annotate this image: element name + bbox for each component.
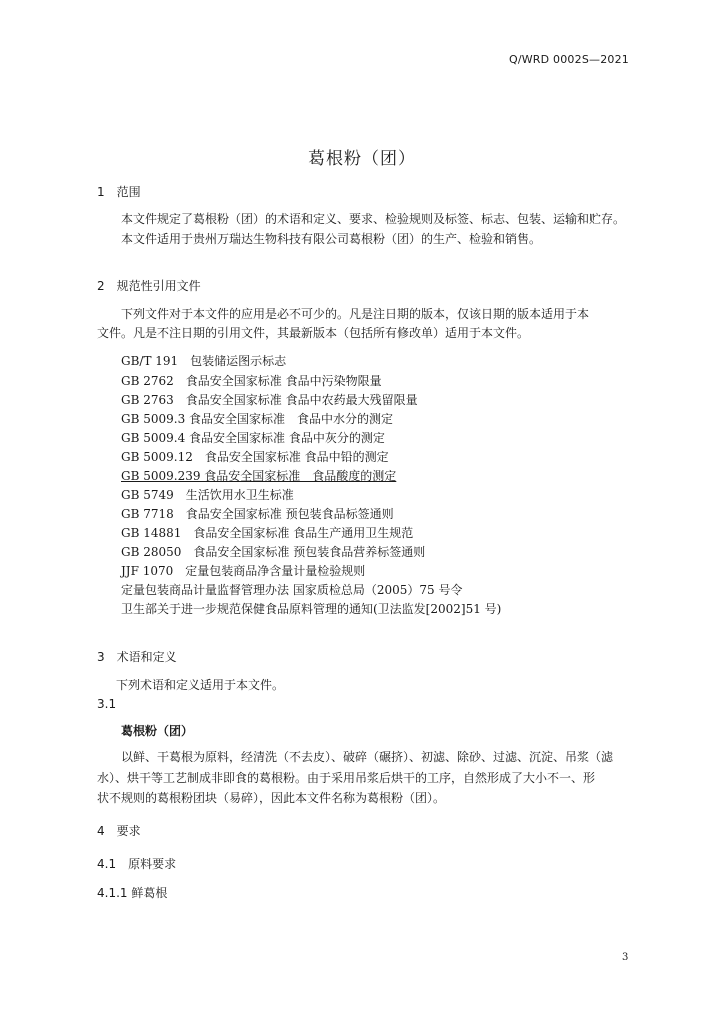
section-3-intro: 下列术语和定义适用于本文件。 <box>116 678 285 692</box>
document-code: Q/WRD 0002S—2021 <box>508 53 629 66</box>
section-1-heading: 1 范围 <box>97 185 141 199</box>
reference-item: GB 5009.3 食品安全国家标准 食品中水分的测定 <box>121 412 394 426</box>
section-4-1-heading: 4.1 原料要求 <box>97 857 177 871</box>
section-4-1-1-heading: 4.1.1 鲜葛根 <box>97 886 168 900</box>
section-1-paragraph-1: 本文件规定了葛根粉（团）的术语和定义、要求、检验规则及标签、标志、包装、运输和贮存。 <box>121 212 626 226</box>
section-3-heading: 3 术语和定义 <box>97 650 177 664</box>
reference-item: GB/T 191 包装储运图示标志 <box>121 354 287 368</box>
reference-item: GB 2763 食品安全国家标准 食品中农药最大残留限量 <box>121 393 418 407</box>
reference-item: GB 5749 生活饮用水卫生标准 <box>121 488 294 502</box>
section-1-paragraph-2: 本文件适用于贵州万瑞达生物科技有限公司葛根粉（团）的生产、检验和销售。 <box>121 232 542 246</box>
section-4-heading: 4 要求 <box>97 824 141 838</box>
reference-item: 定量包装商品计量监督管理办法 国家质检总局（2005）75 号令 <box>121 583 463 597</box>
term-definition-line-1: 以鲜、干葛根为原料，经清洗（不去皮）、破碎（碾挤）、初滤、除砂、过滤、沉淀、吊浆（滤 <box>121 750 614 764</box>
reference-item: GB 28050 食品安全国家标准 预包装食品营养标签通则 <box>121 545 426 559</box>
document-title: 葛根粉（团） <box>308 149 416 169</box>
reference-item: JJF 1070 定量包装商品净含量计量检验规则 <box>121 564 366 578</box>
reference-item: GB 2762 食品安全国家标准 食品中污染物限量 <box>121 374 382 388</box>
section-2-intro-line-1: 下列文件对于本文件的应用是必不可少的。凡是注日期的版本，仅该日期的版本适用于本 <box>121 307 590 321</box>
page-number: 3 <box>622 952 629 963</box>
section-2-heading: 2 规范性引用文件 <box>97 279 201 293</box>
term-number: 3.1 <box>97 697 117 711</box>
section-2-intro-line-2: 文件。凡是不注日期的引用文件，其最新版本（包括所有修改单）适用于本文件。 <box>97 326 530 340</box>
term-name: 葛根粉（团） <box>121 724 194 738</box>
reference-item: GB 7718 食品安全国家标准 预包装食品标签通则 <box>121 507 394 521</box>
reference-item: 卫生部关于进一步规范保健食品原料管理的通知(卫法监发[2002]51 号) <box>121 602 502 616</box>
reference-item: GB 5009.4 食品安全国家标准 食品中灰分的测定 <box>121 431 385 445</box>
term-definition-line-2: 水）、烘干等工艺制成非即食的葛根粉。由于采用吊浆后烘干的工序，自然形成了大小不一、形 <box>97 771 596 785</box>
reference-item: GB 14881 食品安全国家标准 食品生产通用卫生规范 <box>121 526 414 540</box>
term-definition-line-3: 状不规则的葛根粉团块（易碎），因此本文件名称为葛根粉（团）。 <box>97 791 446 805</box>
reference-item: GB 5009.12 食品安全国家标准 食品中铅的测定 <box>121 450 389 464</box>
reference-item: GB 5009.239 食品安全国家标准 食品酸度的测定 <box>121 469 397 483</box>
